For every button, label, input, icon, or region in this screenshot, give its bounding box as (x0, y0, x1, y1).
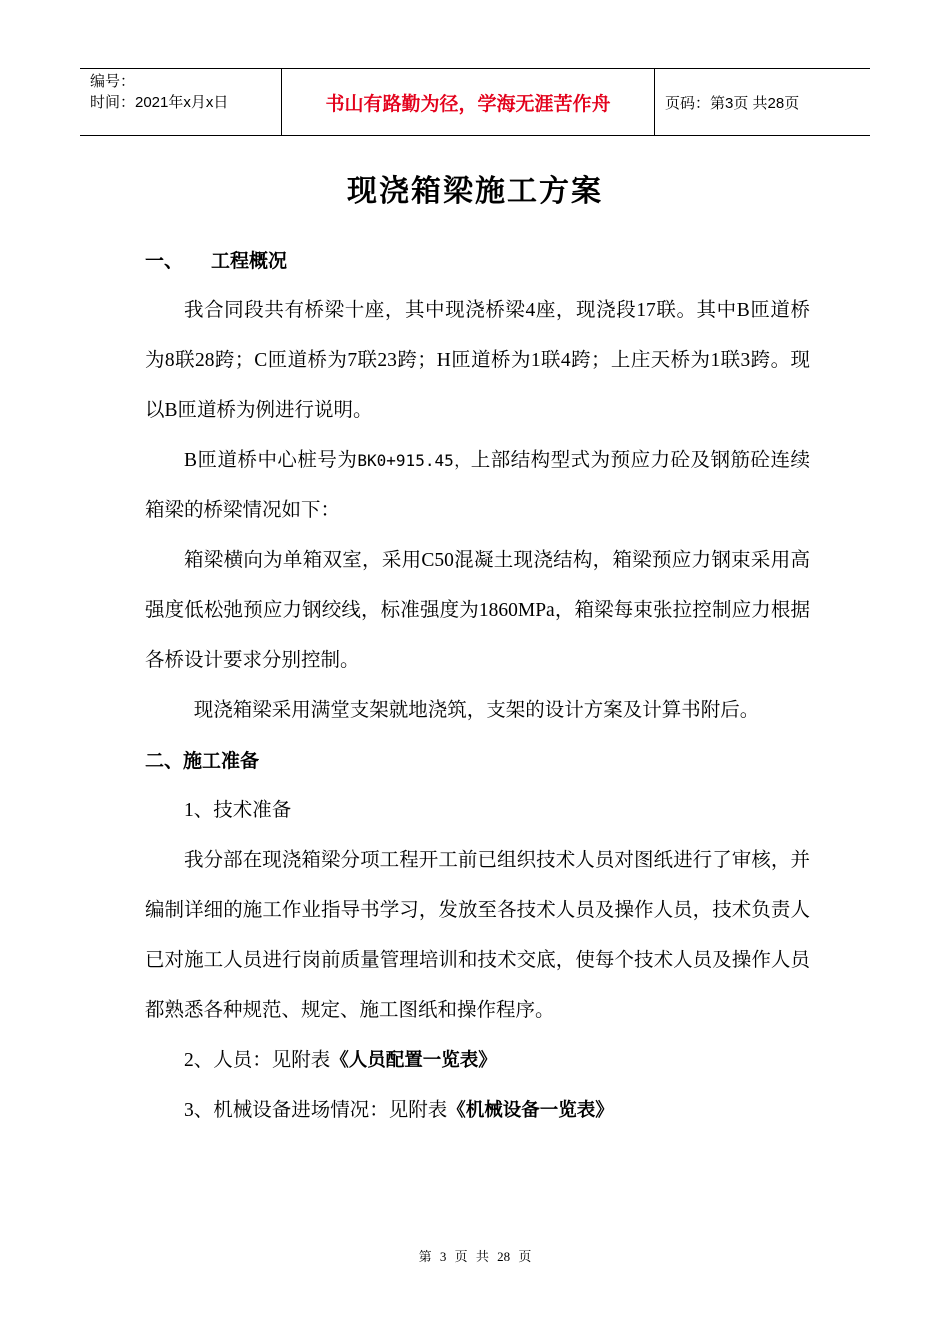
time-label: 时间：2021年x月x日 (90, 94, 229, 111)
paragraph: 箱梁横向为单箱双室，采用C50混凝土现浇结构，箱梁预应力钢束采用高强度低松弛预应力钢绞线，标准强度为1860MPa，箱梁每束张拉控制应力根据各桥设计要求分别控制。 (145, 550, 810, 671)
number-label: 编号： (90, 73, 136, 90)
section-number: 一、 (145, 250, 184, 272)
paragraph: 我合同段共有桥梁十座，其中现浇桥梁4座，现浇段17联。其中B匝道桥为8联28跨；C匝道桥为7联23跨；H匝道桥为1联4跨；上庄天桥为1联3跨。现以B匝道桥为例进行说明。 (145, 300, 810, 421)
page-footer: 第 3 页 共 28 页 (418, 1249, 532, 1264)
paragraph-text: B匝道桥中心桩号为 (184, 450, 358, 471)
section-heading-1 (145, 236, 810, 286)
list-item (145, 1086, 810, 1136)
paragraph: 现浇箱梁采用满堂支架就地浇筑，支架的设计方案及计算书附后。 (193, 700, 760, 721)
document-body (145, 236, 810, 1136)
document-title: 现浇箱梁施工方案 (347, 174, 603, 209)
header-meta-cell (80, 69, 282, 135)
station-number: BK0+915.45， (357, 451, 471, 470)
list-item (145, 1036, 810, 1086)
header-page-info: 页码：第3页 共28页 (665, 94, 800, 112)
list-item-text: 2、人员：见附表 (184, 1050, 331, 1071)
paragraph-text: 上部结构型式为预应力砼及钢筋砼连续箱梁的桥梁情况如下： (145, 450, 810, 521)
document-header (80, 68, 870, 136)
list-item: 1、技术准备 (184, 800, 292, 821)
section-heading-2: 二、施工准备 (145, 750, 260, 772)
list-item-text: 3、机械设备进场情况：见附表 (184, 1100, 448, 1121)
paragraph: 我分部在现浇箱梁分项工程开工前已组织技术人员对图纸进行了审核，并编制详细的施工作业指导书学习，发放至各技术人员及操作人员，技术负责人已对施工人员进行岗前质量管理培训和技术交底，使每个技术人员及操作人员都熟悉各种规范、规定、施工图纸和操作程序。 (145, 850, 810, 1021)
section-title: 工程概况 (211, 250, 288, 272)
paragraph (145, 436, 810, 536)
header-motto: 书山有路勤为径，学海无涯苦作舟 (282, 69, 655, 135)
table-reference: 《人员配置一览表》 (330, 1050, 497, 1071)
table-reference: 《机械设备一览表》 (447, 1100, 614, 1121)
